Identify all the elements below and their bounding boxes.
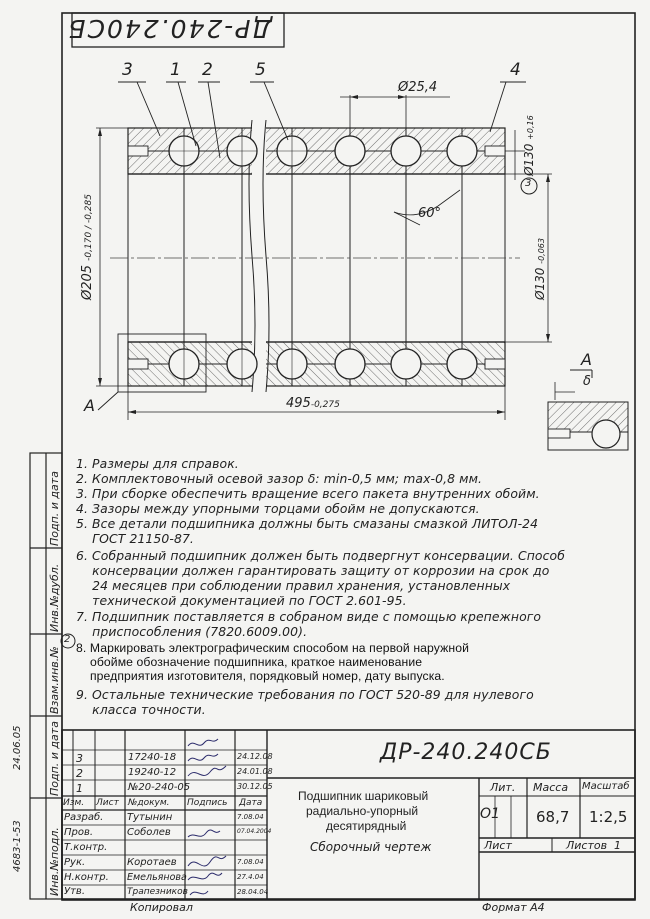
view-a-label-detail: А <box>581 350 592 369</box>
callout-number: 3 <box>525 178 532 189</box>
note-line-9b: класса точности. <box>76 702 206 717</box>
rev-doc-2: 19240-12 <box>128 767 177 778</box>
name-utv: Трапезников <box>127 887 188 897</box>
side-podp-data-2: Подп. и дата <box>48 471 61 546</box>
date-razrab: 7.08.04 <box>237 813 264 821</box>
lit-value: О1 <box>480 806 500 822</box>
top-designation: ДР-240.240СБ <box>66 14 272 43</box>
outer-dia-tol: -0,170 / -0,285 <box>84 194 94 261</box>
sheet-label: Лист <box>484 839 512 852</box>
length-dim <box>286 396 340 411</box>
note-line-5: 5. Все детали подшипника должны быть смазаны смазкой ЛИТОЛ-24 <box>76 516 539 531</box>
product-name-1: Подшипник шариковый <box>298 789 429 803</box>
rev-num-3: 3 <box>76 752 83 765</box>
date-utv: 28.04.04 <box>237 888 269 896</box>
leader-1: 1 <box>170 60 181 80</box>
bearing-section <box>98 120 520 410</box>
bore-dia-value: Ø130 <box>522 143 536 176</box>
note-line-4: 4. Зазоры между упорными торцами обойм не допускаются. <box>76 501 480 516</box>
product-name-2: радиально-упорный <box>306 804 419 818</box>
leader-3: 3 <box>122 60 133 80</box>
view-a-label-main: А <box>84 396 95 415</box>
rev-doc-1: №20-240-05 <box>128 782 191 793</box>
leader-2: 2 <box>202 60 213 80</box>
note-line-3: 3. При сборке обеспечить вращение всего пакета внутренних обойм. <box>76 486 540 501</box>
bore-dia-tol: +0,16 <box>526 115 535 140</box>
inner-dia-value: Ø130 <box>533 267 547 300</box>
side-inv-dubl: Инв.№дубл. <box>48 563 61 632</box>
leader-4: 4 <box>510 60 521 80</box>
note-line-1: 1. Размеры для справок. <box>76 456 239 471</box>
inner-dia-tol: -0,063 <box>537 238 546 264</box>
note-line-8: 8. Маркировать электрографическим способом на первой наружной <box>76 641 469 655</box>
note-line-6c: 24 месяцев при соблюдении правил хранения, установленных <box>76 578 511 593</box>
leader-5: 5 <box>255 60 266 80</box>
note-line-9: 9. Остальные технические требования по ГОСТ 520-89 для нулевого <box>76 687 534 702</box>
side-vzam: Взам.инв.№ <box>48 646 61 714</box>
hdr-izm: Изм. <box>63 798 85 808</box>
hdr-dokum: №докум. <box>128 798 170 808</box>
length-tol: -0,275 <box>310 400 340 410</box>
date-ruk: 7.08.04 <box>237 858 264 866</box>
name-ruk: Коротаев <box>127 857 177 868</box>
scale-label: Масштаб <box>582 781 630 792</box>
role-utv: Утв. <box>64 886 85 897</box>
role-prov: Пров. <box>64 827 94 838</box>
note-line-5b: ГОСТ 21150-87. <box>76 531 194 546</box>
lit-label: Лит. <box>490 781 516 794</box>
note-line-7: 7. Подшипник поставляется в собраном виде с помощью крепежного <box>76 609 542 624</box>
side-handwritten-date: 24.06.05 <box>12 725 23 770</box>
product-name-3: десятирядный <box>326 819 407 833</box>
mass-label: Масса <box>533 781 569 794</box>
rev-num-2: 2 <box>76 767 83 780</box>
name-prov: Соболев <box>127 827 171 838</box>
note-line-8c: предприятия изготовителя, порядковый номер, дату выпуска. <box>76 669 445 683</box>
ball-dia-dim: Ø25,4 <box>398 80 438 95</box>
date-prov: 07.04.2004 <box>237 828 272 835</box>
rev-date-2: 24.01.08 <box>237 767 273 776</box>
outer-dia-dim <box>80 194 95 300</box>
length-value: 495 <box>286 396 311 411</box>
note-line-6: 6. Собранный подшипник должен быть подвергнут консервации. Способ <box>76 548 565 563</box>
copied-label: Копировал <box>130 901 193 914</box>
designation: ДР-240.240СБ <box>380 740 552 765</box>
format-label: Формат А4 <box>482 901 545 914</box>
name-razrab: Тутынин <box>127 812 173 823</box>
rev-num-1: 1 <box>76 782 83 795</box>
sheets-value: 1 <box>614 839 621 852</box>
mass-value: 68,7 <box>536 808 570 826</box>
outer-dia-value: Ø205 <box>80 264 95 300</box>
role-ruk: Рук. <box>64 857 86 868</box>
note-line-7b: приспособления (7820.6009.00). <box>76 624 308 639</box>
rev-date-1: 30.12.05 <box>237 782 273 791</box>
sheets-label: Листов <box>566 839 608 852</box>
rev-date-3: 24.12.08 <box>237 752 273 761</box>
scale-value: 1:2,5 <box>589 808 628 826</box>
note-line-6b: консервации должен гарантировать защиту от коррозии на срок до <box>76 563 550 578</box>
bore-dia-dim <box>522 115 536 176</box>
role-tkontr: Т.контр. <box>64 842 108 853</box>
signatures <box>188 739 226 895</box>
clearance-label: δ <box>583 374 591 389</box>
role-nkontr: Н.контр. <box>64 872 109 883</box>
note-line-6d: технической документацией по ГОСТ 2.601-95. <box>76 593 407 608</box>
note-marker: 2 <box>64 634 71 645</box>
side-inv-podl: Инв.№подл. <box>48 827 61 896</box>
hdr-data: Дата <box>239 798 263 808</box>
hdr-podpis: Подпись <box>187 798 228 808</box>
name-nkontr: Емельянова <box>127 872 187 883</box>
side-handwritten-num: 4683-1-53 <box>12 820 23 872</box>
inner-dia-dim <box>533 238 547 300</box>
date-nkontr: 27.4.04 <box>237 873 264 881</box>
angle-dim: 60° <box>418 206 442 221</box>
note-line-8b: обойме обозначение подшипника, краткое наименование <box>76 655 423 669</box>
hdr-list: Лист <box>96 798 119 808</box>
rev-doc-3: 17240-18 <box>128 752 177 763</box>
doc-type: Сборочный чертеж <box>310 840 432 854</box>
role-razrab: Разраб. <box>64 812 104 823</box>
note-line-2: 2. Комплектовочный осевой зазор δ: min-0,5 мм; max-0,8 мм. <box>76 471 483 486</box>
side-podp-data-1: Подп. и дата <box>48 721 61 796</box>
